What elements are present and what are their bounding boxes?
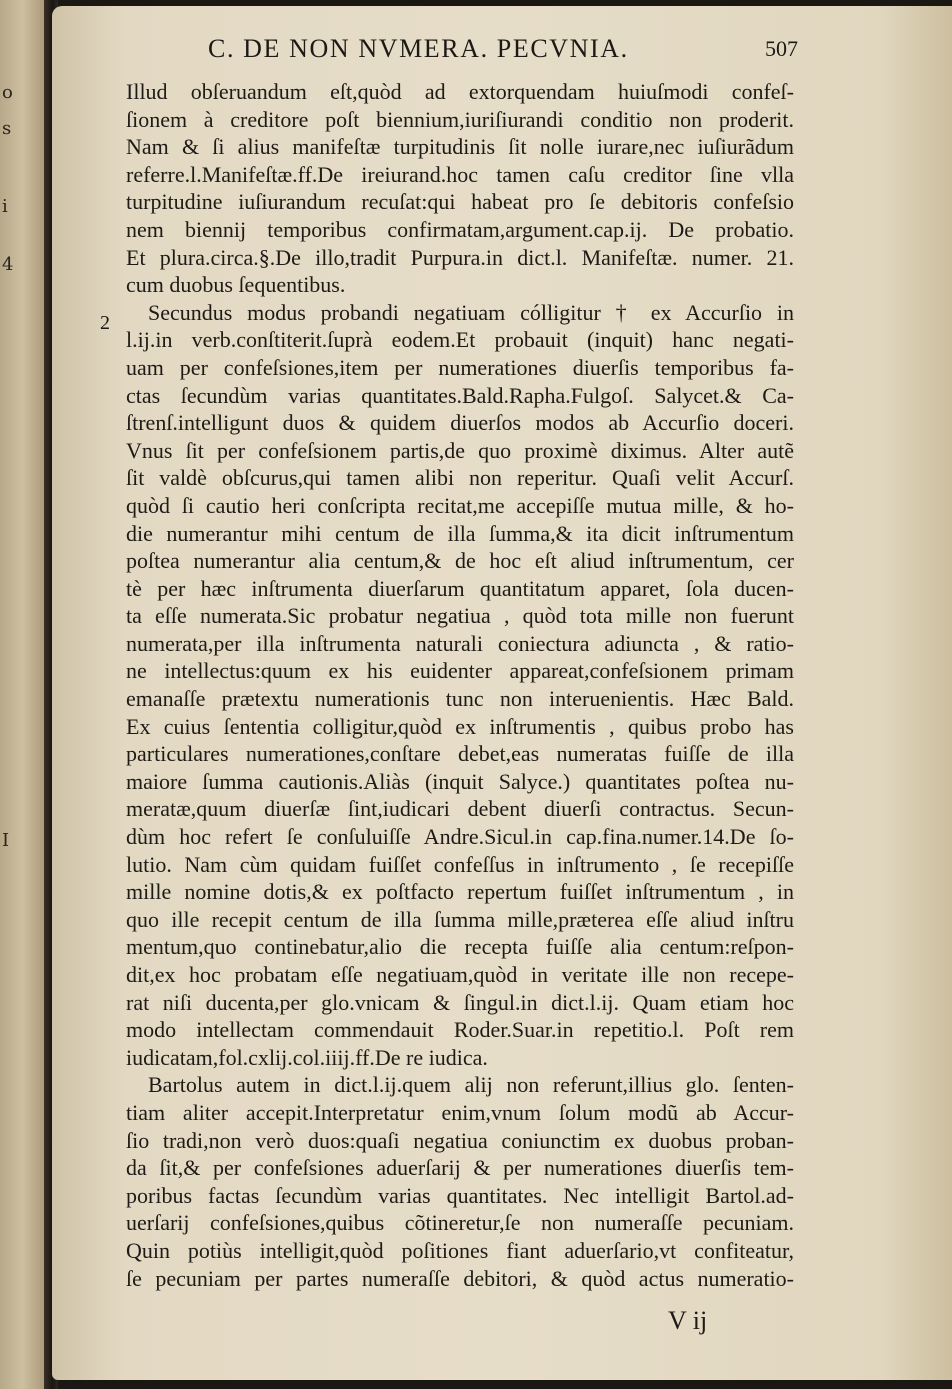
text-line: cum duobus ſequentibus. bbox=[126, 272, 346, 298]
text-line: numerata,per illa inſtrumenta naturali coniectura adiuncta , & ratio- bbox=[126, 630, 794, 656]
text-line: ne intellectus:quum ex his euidenter appareat,confeſsionem primam bbox=[126, 658, 794, 684]
text-line: Vnus ſit per confeſsionem partis,de quo proximè diximus. Alter autẽ bbox=[126, 437, 794, 463]
text-line: poribus factas ſecundùm varias quantitates. Nec intelligit Bartol.ad- bbox=[126, 1182, 794, 1208]
text-line: turpitudine iuſiurandum recuſat:qui habeat pro ſe debitoris confeſsio bbox=[126, 189, 794, 215]
text-line: emanaſſe prætextu numerationis tunc non interuenientis. Hæc Bald. bbox=[126, 686, 794, 712]
left-page-mark: o bbox=[2, 82, 13, 103]
running-head: C. DE NON NVMERA. PECVNIA. bbox=[208, 34, 629, 63]
body-text bbox=[126, 78, 794, 1292]
text-line: tè per hæc inſtrumenta diuerſarum quantitatum apparet, ſola ducen- bbox=[126, 575, 794, 601]
text-line: quòd ſi cautio heri conſcripta recitat,me accepiſſe mutua mille, & ho- bbox=[126, 492, 794, 518]
text-line: ſionem à creditore poſt biennium,iuriſiurandi conditio non proderit. bbox=[126, 106, 794, 132]
text-line: meratæ,quum diuerſæ ſint,iudicari debent diuerſi contractus. Secun- bbox=[126, 796, 794, 822]
text-line: dit,ex hoc probatam eſſe negatiuam,quòd in veritate ille non recepe- bbox=[126, 962, 794, 987]
text-line: ſit valdè obſcurus,qui tamen alibi non reperitur. Quaſi velit Accurſ. bbox=[126, 465, 794, 491]
text-line: tiam aliter accepit.Interpretatur enim,vnum ſolum modũ ab Accur- bbox=[126, 1099, 794, 1125]
text-line: quo ille recepit centum de illa ſumma mille,præterea eſſe aliud inſtru bbox=[126, 906, 794, 932]
text-line: Secundus modus probandi negatiuam cólligitur † ex Accurſio in bbox=[148, 299, 794, 325]
text-line: maiore ſumma cautionis.Aliàs (inquit Salyce.) quantitates poſtea nu- bbox=[126, 768, 794, 794]
margin-note: 2 bbox=[100, 312, 110, 334]
left-page-mark: I bbox=[2, 830, 10, 851]
text-line: l.ij.in verb.conſtiterit.ſuprà eodem.Et probauit (inquit) hanc negati- bbox=[126, 327, 794, 353]
text-line: nem biennij temporibus confirmatam,argument.cap.ij. De probatio. bbox=[126, 216, 794, 242]
left-page-mark: s bbox=[2, 118, 12, 139]
text-line: uerſarij confeſsiones,quibus cõtineretur,ſe non numeraſſe pecuniam. bbox=[126, 1210, 794, 1236]
text-line: rat niſi ducenta,per glo.vnicam & ſingul.in dict.l.ij. Quam etiam hoc bbox=[126, 989, 794, 1015]
signature-mark: V ij bbox=[668, 1306, 708, 1335]
text-line: Et plura.circa.§.De illo,tradit Purpura.in dict.l. Manifeſtæ. numer. 21. bbox=[126, 244, 794, 270]
left-page-mark: 4 bbox=[2, 254, 14, 275]
text-line: ctas ſecundùm varias quantitates.Bald.Rapha.Fulgoſ. Salycet.& Ca- bbox=[126, 382, 794, 408]
text-line: ſe pecuniam per partes numeraſſe debitori, & quòd actus numeratio- bbox=[126, 1265, 794, 1291]
text-line: ſtrenſ.intelligunt duos & quidem diuerſos modos ab Accurſio doceri. bbox=[126, 410, 794, 436]
page-number: 507 bbox=[765, 36, 798, 61]
text-line: ſio tradi,non verò duos:quaſi negatiua coniunctim ex duobus proban- bbox=[126, 1127, 794, 1153]
text-line: Nam & ſi alius manifeſtæ turpitudinis ſit nolle iurare,nec iuſiurãdum bbox=[126, 134, 794, 160]
text-line: referre.l.Manifeſtæ.ff.De ireiurand.hoc tamen caſu creditor ſine vlla bbox=[126, 161, 794, 187]
text-line: mille nomine dotis,& ex poſtfacto repertum fuiſſet inſtrumentum , in bbox=[126, 879, 794, 905]
text-line: Ex cuius ſententia colligitur,quòd ex inſtrumentis , quibus probo has bbox=[126, 713, 794, 739]
text-line: poſtea numerantur alia centum,& de hoc eſt aliud inſtrumentum, cer bbox=[126, 548, 794, 574]
text-line: uam per confeſsiones,item per numerationes diuerſis temporibus fa- bbox=[126, 354, 794, 380]
text-line: lutio. Nam cùm quidam fuiſſet confeſſus in inſtrumento , ſe recepiſſe bbox=[126, 851, 794, 877]
text-line: particulares numerationes,conſtare debet,eas numeratas fuiſſe de illa bbox=[126, 741, 794, 767]
text-line: mentum,quo continebatur,alio die recepta fuiſſe alia centum:reſpon- bbox=[126, 934, 794, 960]
text-line: Bartolus autem in dict.l.ij.quem alij non referunt,illius glo. ſenten- bbox=[148, 1072, 794, 1098]
text-line: da ſit,& per confeſsiones aduerſarij & per numerationes diuerſis tem- bbox=[126, 1155, 794, 1181]
left-page-mark: i bbox=[2, 196, 8, 217]
text-line: die numerantur mihi centum de illa ſumma,& ita dicit inſtrumentum bbox=[126, 520, 794, 546]
text-line: dùm hoc refert ſe conſuluiſſe Andre.Sicul.in cap.fina.numer.14.De ſo- bbox=[126, 824, 794, 850]
page-header bbox=[208, 34, 798, 70]
text-line: Quin potiùs intelligit,quòd poſitiones fiant aduerſario,vt confiteatur, bbox=[126, 1237, 794, 1263]
text-line: Illud obſeruandum eſt,quòd ad extorquendam huiuſmodi confeſ- bbox=[126, 79, 794, 104]
text-line: modo intellectam commendauit Roder.Suar.in repetitio.l. Poſt rem bbox=[126, 1017, 794, 1043]
text-line: iudicatam,fol.cxlij.col.iiij.ff.De re iudica. bbox=[126, 1044, 488, 1070]
text-line: ta eſſe numerata.Sic probatur negatiua , quòd tota mille non fuerunt bbox=[126, 603, 794, 629]
